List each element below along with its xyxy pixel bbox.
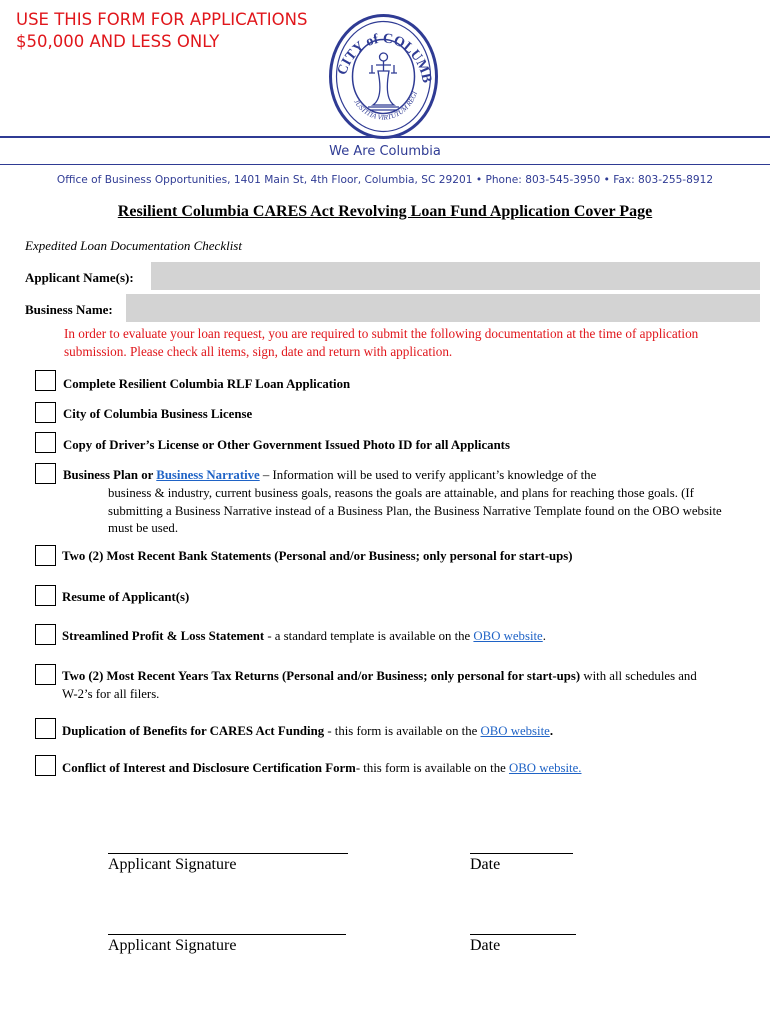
obo-website-link[interactable]: OBO website	[473, 629, 543, 643]
checkbox-business-license[interactable]	[35, 402, 56, 423]
obo-website-link[interactable]: OBO website	[480, 724, 550, 738]
instructions-text: In order to evaluate your loan request, you are required to submit the following documentation at the time of application submission. Please check all items, sign, date and return with application.	[64, 326, 699, 359]
checklist-item: Two (2) Most Recent Bank Statements (Personal and/or Business; only personal for start-ups)	[62, 549, 573, 563]
checklist-item: Conflict of Interest and Disclosure Certification Form- this form is available on the OBO website.	[62, 761, 582, 775]
checklist-subtitle: Expedited Loan Documentation Checklist	[25, 238, 242, 253]
checklist-item: Resume of Applicant(s)	[62, 590, 190, 604]
signature-line[interactable]	[108, 934, 346, 935]
signature-line[interactable]	[108, 853, 348, 854]
business-name-field[interactable]	[126, 294, 760, 322]
checklist-item-continued: business & industry, current business goals, reasons the goals are attainable, and plans for reaching those goals. (If submitting a Business Narrative instead of a Business Plan, the Business Narrative Template found on the OBO website must be used.	[108, 486, 722, 535]
date-line[interactable]	[470, 853, 573, 854]
usage-notice: USE THIS FORM FOR APPLICATIONS $50,000 AND LESS ONLY	[16, 10, 308, 51]
date-label: Date	[470, 856, 501, 873]
svg-text:JUSTITIA VIRTUTUM REGINA: JUSTITIA VIRTUTUM REGI	[352, 90, 420, 122]
office-contact-line: Office of Business Opportunities, 1401 Main St, 4th Floor, Columbia, SC 29201 • Phone: 803-545-3950 • Fax: 803-255-8912	[56, 174, 714, 186]
checklist-item: Duplication of Benefits for CARES Act Funding - this form is available on the OBO website.	[62, 724, 554, 738]
tagline: We Are Columbia	[329, 144, 441, 159]
city-seal-logo	[328, 13, 439, 140]
checklist-item: City of Columbia Business License	[63, 407, 253, 421]
checkbox-profit-loss[interactable]	[35, 624, 56, 645]
checkbox-resume[interactable]	[35, 585, 56, 606]
checkbox-photo-id[interactable]	[35, 432, 56, 453]
checkbox-conflict-interest[interactable]	[35, 755, 56, 776]
applicant-name-field[interactable]	[151, 262, 760, 290]
checkbox-business-plan[interactable]	[35, 463, 56, 484]
signature-label: Applicant Signature	[108, 937, 237, 954]
business-narrative-link[interactable]: Business Narrative	[156, 468, 260, 482]
header-rule-top	[0, 136, 770, 138]
checkbox-loan-application[interactable]	[35, 370, 56, 391]
svg-text:CITY of COLUMBIA, S.C.: CITY of COLUMB	[334, 31, 435, 85]
checklist-item: Copy of Driver’s License or Other Government Issued Photo ID for all Applicants	[63, 438, 510, 452]
checklist-item: Business Plan or Business Narrative – Information will be used to verify applicant’s knowledge of the	[63, 468, 597, 482]
header-rule-bottom	[0, 164, 770, 165]
applicant-name-label: Applicant Name(s):	[25, 270, 134, 285]
checkbox-duplication-benefits[interactable]	[35, 718, 56, 739]
checklist-item: Two (2) Most Recent Years Tax Returns (Personal and/or Business; only personal for start-ups) with all schedules and W-2’s for all filers.	[62, 669, 697, 701]
checkbox-tax-returns[interactable]	[35, 664, 56, 685]
signature-label: Applicant Signature	[108, 856, 237, 873]
date-line[interactable]	[470, 934, 576, 935]
page-title: Resilient Columbia CARES Act Revolving Loan Fund Application Cover Page	[117, 203, 653, 220]
business-name-label: Business Name:	[25, 302, 113, 317]
date-label: Date	[470, 937, 501, 954]
checkbox-bank-statements[interactable]	[35, 545, 56, 566]
checklist-item: Complete Resilient Columbia RLF Loan Application	[63, 377, 351, 391]
obo-website-link[interactable]: OBO website.	[508, 761, 582, 775]
checklist-item: Streamlined Profit & Loss Statement - a standard template is available on the OBO website.	[62, 629, 546, 643]
